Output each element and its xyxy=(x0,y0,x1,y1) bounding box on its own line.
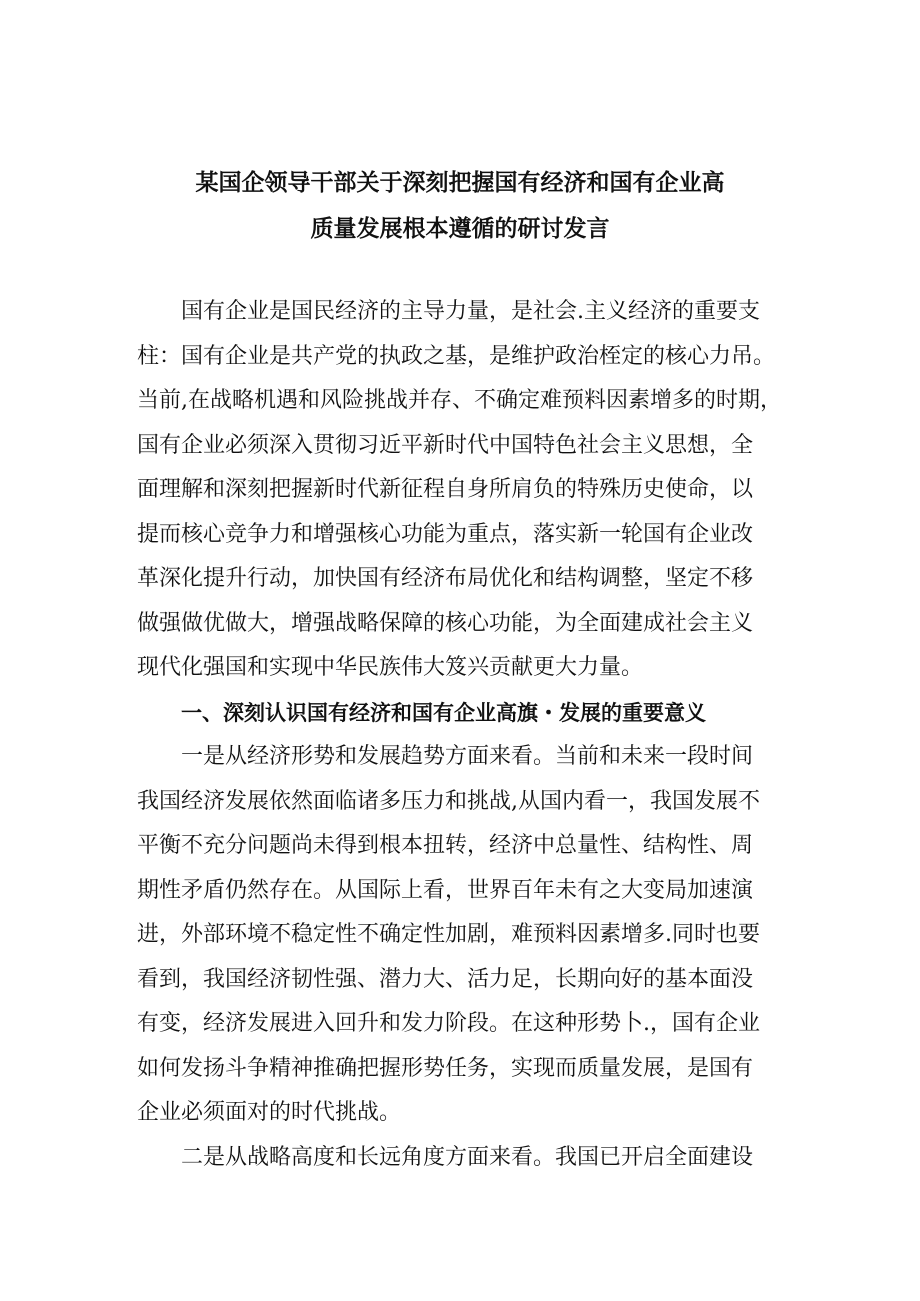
text-line: 国有企业必须深入贯彻习近平新时代中国特色社会主义思想，全 xyxy=(137,432,754,458)
text-line: 我国经济发展依然面临诸多压力和挑战,从国内看一，我国发展不 xyxy=(137,788,760,814)
text-line: 平衡不充分问题尚未得到根本扭转，经济中总量性、结构性、周 xyxy=(137,833,754,858)
text-line: 柱：国有企业是共产党的执政之基，是维护政治桎定的核心力吊。 xyxy=(137,343,776,369)
text-line: 如何发扬斗争精神推确把握形势任务，实现而质量发展，是国有 xyxy=(137,1055,754,1081)
text-line: 提而核心竞争力和增强核心功能为重点，落实新一轮国有企业改 xyxy=(137,521,754,547)
title-line-2: 质量发展根本遵循的研讨发言 xyxy=(310,216,610,242)
text-line: 企业必须面对的时代挑战。 xyxy=(137,1100,402,1125)
paragraph-intro xyxy=(137,290,787,691)
text-line: 二是从战略高度和长远角度方面来看。我国已开启全面建设 xyxy=(181,1144,754,1170)
text-line: 做强做优做大，增强战略保障的核心功能，为全面建成社会主义 xyxy=(137,610,754,636)
document-title xyxy=(100,160,820,252)
text-line: 面理解和深刻把握新时代新征程自身所肩负的特殊历史使命，以 xyxy=(137,477,754,502)
title-line-1: 某国企领导干部关于深刻把握国有经济和国有企业高 xyxy=(195,170,725,196)
text-line: 一是从经济形势和发展趋势方面来看。当前和未来一段时间 xyxy=(181,744,754,769)
paragraph-point-2 xyxy=(137,1136,787,1181)
text-line: 看到，我国经济韧性强、潜力大、活力足，长期向好的基本面没 xyxy=(137,966,754,992)
text-line: 期性矛盾仍然存在。从国际上看，世界百年未有之大变局加速演 xyxy=(137,877,754,903)
text-line: 现代化强国和实现中华民族伟大笈兴贡献更大力量。 xyxy=(137,655,644,680)
text-line: 国有企业是国民经济的主导力量，是社会.主义经济的重要支 xyxy=(181,299,760,324)
paragraph-point-1 xyxy=(137,735,787,1136)
section-heading-1: 一、深刻认识国有经济和国有企业高旗・发展的重要意义 xyxy=(181,700,706,725)
document-body xyxy=(137,290,787,1180)
text-line: 进，外部环境不稳定性不确定性加剧，难预料因素增多.同时也要 xyxy=(137,922,760,947)
text-line: 当前,在战略机遇和风险挑战并存、不确定难预料因素增多的时期， xyxy=(137,388,782,413)
text-line: 革深化提升行动，加快国有经济布局优化和结构调整，坚定不移 xyxy=(137,566,754,591)
text-line: 有变，经济发展进入回升和发力阶段。在这种形势卜.，国有企业 xyxy=(137,1011,760,1036)
